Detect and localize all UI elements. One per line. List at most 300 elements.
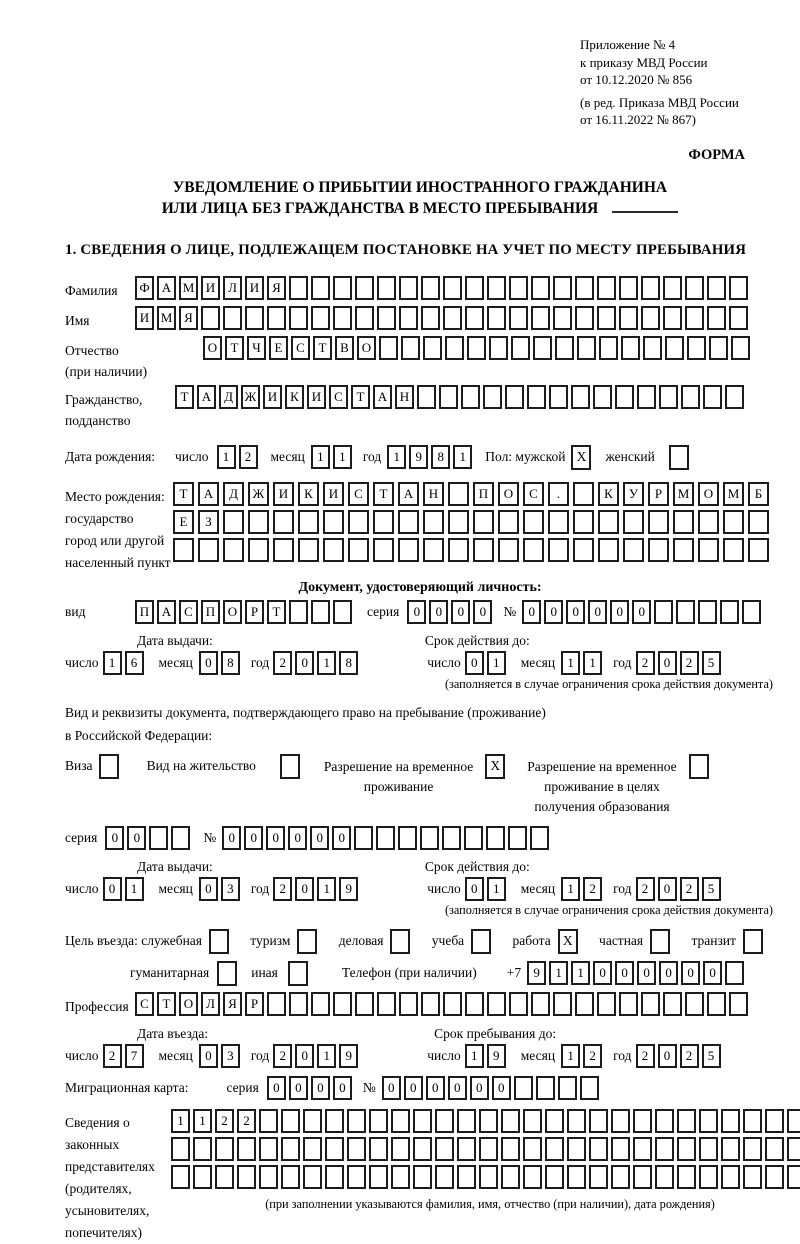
char-cell[interactable] xyxy=(398,538,419,562)
char-cell[interactable] xyxy=(423,510,444,534)
char-cell[interactable] xyxy=(448,538,469,562)
char-cell[interactable]: С xyxy=(329,385,348,409)
char-cell[interactable]: Р xyxy=(245,992,264,1016)
char-cell[interactable]: М xyxy=(723,482,744,506)
char-cell[interactable] xyxy=(303,1165,322,1189)
char-cell[interactable]: З xyxy=(198,510,219,534)
permit-expiry-month-input[interactable] xyxy=(561,877,605,901)
char-cell[interactable] xyxy=(725,961,744,985)
char-cell[interactable] xyxy=(589,1137,608,1161)
char-cell[interactable]: А xyxy=(373,385,392,409)
char-cell[interactable] xyxy=(765,1165,784,1189)
char-cell[interactable] xyxy=(511,336,530,360)
char-cell[interactable]: К xyxy=(298,482,319,506)
char-cell[interactable]: 0 xyxy=(244,826,263,850)
char-cell[interactable] xyxy=(748,538,769,562)
char-cell[interactable] xyxy=(765,1109,784,1133)
char-cell[interactable]: О xyxy=(357,336,376,360)
char-cell[interactable] xyxy=(681,385,700,409)
char-cell[interactable] xyxy=(655,1165,674,1189)
char-cell[interactable]: 0 xyxy=(266,826,285,850)
char-cell[interactable]: 8 xyxy=(431,445,450,469)
char-cell[interactable] xyxy=(553,992,572,1016)
char-cell[interactable] xyxy=(479,1165,498,1189)
char-cell[interactable] xyxy=(641,276,660,300)
char-cell[interactable] xyxy=(333,600,352,624)
permit-series-input[interactable] xyxy=(105,826,193,850)
char-cell[interactable] xyxy=(567,1109,586,1133)
char-cell[interactable]: 0 xyxy=(295,1044,314,1068)
char-cell[interactable] xyxy=(487,306,506,330)
char-cell[interactable]: Н xyxy=(423,482,444,506)
char-cell[interactable]: М xyxy=(179,276,198,300)
char-cell[interactable] xyxy=(289,306,308,330)
char-cell[interactable] xyxy=(369,1137,388,1161)
char-cell[interactable]: 0 xyxy=(199,651,218,675)
char-cell[interactable]: И xyxy=(263,385,282,409)
char-cell[interactable] xyxy=(787,1137,800,1161)
residence-permit-checkbox[interactable] xyxy=(280,754,300,779)
entry-year-input[interactable] xyxy=(273,1044,361,1068)
char-cell[interactable] xyxy=(267,306,286,330)
char-cell[interactable]: 0 xyxy=(492,1076,511,1100)
char-cell[interactable]: 1 xyxy=(171,1109,190,1133)
char-cell[interactable] xyxy=(548,510,569,534)
char-cell[interactable] xyxy=(743,1137,762,1161)
char-cell[interactable] xyxy=(237,1137,256,1161)
char-cell[interactable]: 2 xyxy=(583,1044,602,1068)
passport-expiry-year-input[interactable] xyxy=(636,651,724,675)
birthplace-line2-input[interactable] xyxy=(173,510,773,534)
char-cell[interactable] xyxy=(659,385,678,409)
char-cell[interactable] xyxy=(530,826,549,850)
char-cell[interactable] xyxy=(267,992,286,1016)
char-cell[interactable] xyxy=(723,538,744,562)
char-cell[interactable] xyxy=(615,385,634,409)
stay-year-input[interactable] xyxy=(636,1044,724,1068)
char-cell[interactable]: Ф xyxy=(135,276,154,300)
char-cell[interactable] xyxy=(461,385,480,409)
char-cell[interactable]: 1 xyxy=(561,1044,580,1068)
representatives-line2-input[interactable] xyxy=(171,1137,800,1161)
char-cell[interactable] xyxy=(248,538,269,562)
char-cell[interactable] xyxy=(259,1109,278,1133)
char-cell[interactable]: 9 xyxy=(527,961,546,985)
char-cell[interactable] xyxy=(720,600,739,624)
char-cell[interactable]: 1 xyxy=(549,961,568,985)
birth-year-input[interactable] xyxy=(387,445,475,469)
char-cell[interactable] xyxy=(348,538,369,562)
char-cell[interactable] xyxy=(611,1137,630,1161)
char-cell[interactable] xyxy=(548,538,569,562)
char-cell[interactable] xyxy=(723,510,744,534)
char-cell[interactable]: 0 xyxy=(681,961,700,985)
char-cell[interactable] xyxy=(448,482,469,506)
char-cell[interactable]: А xyxy=(157,600,176,624)
char-cell[interactable] xyxy=(413,1109,432,1133)
permit-expiry-year-input[interactable] xyxy=(636,877,724,901)
char-cell[interactable] xyxy=(509,992,528,1016)
char-cell[interactable] xyxy=(567,1165,586,1189)
char-cell[interactable]: 0 xyxy=(470,1076,489,1100)
char-cell[interactable] xyxy=(483,385,502,409)
char-cell[interactable] xyxy=(348,510,369,534)
char-cell[interactable] xyxy=(765,1137,784,1161)
char-cell[interactable] xyxy=(553,306,572,330)
char-cell[interactable] xyxy=(435,1165,454,1189)
char-cell[interactable]: 0 xyxy=(465,877,484,901)
char-cell[interactable] xyxy=(298,538,319,562)
char-cell[interactable] xyxy=(443,306,462,330)
char-cell[interactable]: 2 xyxy=(636,651,655,675)
char-cell[interactable]: 2 xyxy=(103,1044,122,1068)
representatives-line3-input[interactable] xyxy=(171,1165,800,1189)
char-cell[interactable] xyxy=(467,336,486,360)
char-cell[interactable]: 0 xyxy=(288,826,307,850)
char-cell[interactable] xyxy=(489,336,508,360)
char-cell[interactable] xyxy=(473,510,494,534)
char-cell[interactable] xyxy=(703,385,722,409)
char-cell[interactable] xyxy=(698,510,719,534)
char-cell[interactable] xyxy=(373,538,394,562)
char-cell[interactable]: 2 xyxy=(239,445,258,469)
char-cell[interactable]: 0 xyxy=(465,651,484,675)
char-cell[interactable] xyxy=(553,276,572,300)
char-cell[interactable] xyxy=(223,538,244,562)
char-cell[interactable]: 2 xyxy=(680,651,699,675)
char-cell[interactable] xyxy=(599,336,618,360)
char-cell[interactable] xyxy=(149,826,168,850)
char-cell[interactable] xyxy=(523,538,544,562)
char-cell[interactable] xyxy=(648,538,669,562)
char-cell[interactable] xyxy=(355,276,374,300)
char-cell[interactable] xyxy=(545,1137,564,1161)
char-cell[interactable] xyxy=(303,1109,322,1133)
permit-issue-year-input[interactable] xyxy=(273,877,361,901)
char-cell[interactable] xyxy=(523,510,544,534)
char-cell[interactable] xyxy=(549,385,568,409)
profession-input[interactable] xyxy=(135,992,751,1016)
char-cell[interactable]: 1 xyxy=(103,651,122,675)
char-cell[interactable]: Ч xyxy=(247,336,266,360)
char-cell[interactable] xyxy=(505,385,524,409)
char-cell[interactable] xyxy=(333,306,352,330)
char-cell[interactable]: 2 xyxy=(215,1109,234,1133)
permit-number-input[interactable] xyxy=(222,826,552,850)
char-cell[interactable] xyxy=(473,538,494,562)
char-cell[interactable]: Я xyxy=(179,306,198,330)
purpose-work-checkbox[interactable]: X xyxy=(558,929,578,954)
char-cell[interactable] xyxy=(399,306,418,330)
entry-day-input[interactable] xyxy=(103,1044,147,1068)
char-cell[interactable] xyxy=(536,1076,555,1100)
char-cell[interactable]: А xyxy=(197,385,216,409)
char-cell[interactable]: М xyxy=(673,482,694,506)
char-cell[interactable] xyxy=(173,538,194,562)
char-cell[interactable] xyxy=(699,1109,718,1133)
char-cell[interactable] xyxy=(355,992,374,1016)
char-cell[interactable]: 9 xyxy=(409,445,428,469)
char-cell[interactable] xyxy=(533,336,552,360)
char-cell[interactable] xyxy=(571,385,590,409)
char-cell[interactable]: Я xyxy=(267,276,286,300)
char-cell[interactable] xyxy=(443,276,462,300)
char-cell[interactable] xyxy=(567,1137,586,1161)
char-cell[interactable]: О xyxy=(179,992,198,1016)
char-cell[interactable]: . xyxy=(548,482,569,506)
char-cell[interactable] xyxy=(685,306,704,330)
char-cell[interactable] xyxy=(171,1137,190,1161)
char-cell[interactable]: 0 xyxy=(404,1076,423,1100)
char-cell[interactable]: У xyxy=(623,482,644,506)
char-cell[interactable]: 5 xyxy=(702,877,721,901)
char-cell[interactable]: Т xyxy=(351,385,370,409)
char-cell[interactable] xyxy=(289,992,308,1016)
char-cell[interactable] xyxy=(311,306,330,330)
char-cell[interactable] xyxy=(593,385,612,409)
char-cell[interactable] xyxy=(575,276,594,300)
char-cell[interactable]: 1 xyxy=(561,877,580,901)
char-cell[interactable] xyxy=(597,992,616,1016)
char-cell[interactable]: 2 xyxy=(273,1044,292,1068)
char-cell[interactable]: И xyxy=(323,482,344,506)
temp-residence-edu-checkbox[interactable] xyxy=(689,754,709,779)
char-cell[interactable] xyxy=(421,992,440,1016)
char-cell[interactable] xyxy=(523,1165,542,1189)
purpose-humanitarian-checkbox[interactable] xyxy=(217,961,237,986)
char-cell[interactable] xyxy=(498,510,519,534)
char-cell[interactable] xyxy=(391,1165,410,1189)
char-cell[interactable]: И xyxy=(273,482,294,506)
char-cell[interactable] xyxy=(245,306,264,330)
char-cell[interactable]: И xyxy=(135,306,154,330)
char-cell[interactable]: Н xyxy=(395,385,414,409)
char-cell[interactable] xyxy=(215,1137,234,1161)
char-cell[interactable] xyxy=(325,1137,344,1161)
permit-expiry-day-input[interactable] xyxy=(465,877,509,901)
char-cell[interactable] xyxy=(655,1137,674,1161)
char-cell[interactable]: 0 xyxy=(199,1044,218,1068)
char-cell[interactable]: 0 xyxy=(566,600,585,624)
char-cell[interactable]: Л xyxy=(201,992,220,1016)
char-cell[interactable] xyxy=(709,336,728,360)
char-cell[interactable] xyxy=(401,336,420,360)
char-cell[interactable] xyxy=(787,1165,800,1189)
char-cell[interactable]: Т xyxy=(173,482,194,506)
char-cell[interactable]: Т xyxy=(267,600,286,624)
char-cell[interactable]: М xyxy=(157,306,176,330)
char-cell[interactable]: 0 xyxy=(658,877,677,901)
char-cell[interactable] xyxy=(721,1109,740,1133)
char-cell[interactable] xyxy=(398,826,417,850)
citizenship-input[interactable] xyxy=(175,385,747,409)
char-cell[interactable]: 1 xyxy=(453,445,472,469)
migration-series-input[interactable] xyxy=(267,1076,355,1100)
char-cell[interactable] xyxy=(439,385,458,409)
char-cell[interactable]: 2 xyxy=(636,877,655,901)
char-cell[interactable]: С xyxy=(291,336,310,360)
char-cell[interactable] xyxy=(376,826,395,850)
char-cell[interactable] xyxy=(413,1137,432,1161)
char-cell[interactable] xyxy=(215,1165,234,1189)
char-cell[interactable] xyxy=(355,306,374,330)
char-cell[interactable] xyxy=(413,1165,432,1189)
char-cell[interactable] xyxy=(435,1137,454,1161)
char-cell[interactable]: С xyxy=(179,600,198,624)
char-cell[interactable] xyxy=(621,336,640,360)
char-cell[interactable] xyxy=(509,306,528,330)
surname-input[interactable] xyxy=(135,276,751,300)
char-cell[interactable]: 0 xyxy=(267,1076,286,1100)
char-cell[interactable] xyxy=(611,1165,630,1189)
char-cell[interactable]: 0 xyxy=(429,600,448,624)
char-cell[interactable]: 2 xyxy=(680,1044,699,1068)
given-name-input[interactable] xyxy=(135,306,751,330)
char-cell[interactable] xyxy=(743,1165,762,1189)
char-cell[interactable]: П xyxy=(473,482,494,506)
char-cell[interactable] xyxy=(223,306,242,330)
char-cell[interactable] xyxy=(555,336,574,360)
char-cell[interactable] xyxy=(725,385,744,409)
char-cell[interactable] xyxy=(398,510,419,534)
char-cell[interactable] xyxy=(748,510,769,534)
char-cell[interactable] xyxy=(648,510,669,534)
char-cell[interactable] xyxy=(698,600,717,624)
char-cell[interactable] xyxy=(731,336,750,360)
char-cell[interactable] xyxy=(545,1165,564,1189)
purpose-business-checkbox[interactable] xyxy=(390,929,410,954)
char-cell[interactable] xyxy=(577,336,596,360)
char-cell[interactable] xyxy=(417,385,436,409)
sex-female-checkbox[interactable] xyxy=(669,445,689,470)
char-cell[interactable]: 2 xyxy=(583,877,602,901)
char-cell[interactable] xyxy=(589,1109,608,1133)
char-cell[interactable]: Е xyxy=(173,510,194,534)
char-cell[interactable] xyxy=(597,306,616,330)
char-cell[interactable] xyxy=(707,306,726,330)
passport-expiry-day-input[interactable] xyxy=(465,651,509,675)
char-cell[interactable]: О xyxy=(203,336,222,360)
char-cell[interactable]: 0 xyxy=(199,877,218,901)
char-cell[interactable]: Я xyxy=(223,992,242,1016)
char-cell[interactable] xyxy=(420,826,439,850)
char-cell[interactable]: Ж xyxy=(248,482,269,506)
char-cell[interactable]: С xyxy=(523,482,544,506)
char-cell[interactable] xyxy=(787,1109,800,1133)
char-cell[interactable]: 0 xyxy=(588,600,607,624)
char-cell[interactable] xyxy=(698,538,719,562)
char-cell[interactable]: 0 xyxy=(222,826,241,850)
permit-issue-day-input[interactable] xyxy=(103,877,147,901)
char-cell[interactable]: 2 xyxy=(636,1044,655,1068)
representatives-line1-input[interactable] xyxy=(171,1109,800,1133)
char-cell[interactable]: Л xyxy=(223,276,242,300)
char-cell[interactable] xyxy=(223,510,244,534)
passport-issue-day-input[interactable] xyxy=(103,651,147,675)
char-cell[interactable]: 1 xyxy=(317,1044,336,1068)
char-cell[interactable] xyxy=(573,482,594,506)
char-cell[interactable]: 5 xyxy=(702,1044,721,1068)
char-cell[interactable] xyxy=(619,276,638,300)
char-cell[interactable] xyxy=(509,276,528,300)
char-cell[interactable] xyxy=(589,1165,608,1189)
char-cell[interactable] xyxy=(677,1137,696,1161)
char-cell[interactable]: 2 xyxy=(680,877,699,901)
char-cell[interactable] xyxy=(575,306,594,330)
char-cell[interactable] xyxy=(457,1137,476,1161)
char-cell[interactable] xyxy=(259,1137,278,1161)
char-cell[interactable]: 2 xyxy=(273,651,292,675)
char-cell[interactable]: 0 xyxy=(632,600,651,624)
char-cell[interactable] xyxy=(677,1165,696,1189)
char-cell[interactable] xyxy=(514,1076,533,1100)
char-cell[interactable] xyxy=(377,992,396,1016)
char-cell[interactable] xyxy=(531,992,550,1016)
char-cell[interactable] xyxy=(597,276,616,300)
char-cell[interactable]: Т xyxy=(225,336,244,360)
char-cell[interactable]: 0 xyxy=(473,600,492,624)
char-cell[interactable]: 0 xyxy=(310,826,329,850)
char-cell[interactable] xyxy=(323,510,344,534)
stay-month-input[interactable] xyxy=(561,1044,605,1068)
purpose-other-checkbox[interactable] xyxy=(288,961,308,986)
char-cell[interactable]: 0 xyxy=(593,961,612,985)
char-cell[interactable]: Т xyxy=(157,992,176,1016)
char-cell[interactable] xyxy=(354,826,373,850)
char-cell[interactable]: 0 xyxy=(522,600,541,624)
char-cell[interactable]: В xyxy=(335,336,354,360)
char-cell[interactable]: И xyxy=(307,385,326,409)
char-cell[interactable] xyxy=(171,1165,190,1189)
char-cell[interactable]: И xyxy=(201,276,220,300)
char-cell[interactable]: 3 xyxy=(221,1044,240,1068)
char-cell[interactable] xyxy=(289,276,308,300)
char-cell[interactable] xyxy=(457,1109,476,1133)
char-cell[interactable] xyxy=(193,1165,212,1189)
char-cell[interactable] xyxy=(465,276,484,300)
char-cell[interactable] xyxy=(445,336,464,360)
char-cell[interactable]: 1 xyxy=(217,445,236,469)
char-cell[interactable] xyxy=(545,1109,564,1133)
char-cell[interactable] xyxy=(729,276,748,300)
char-cell[interactable] xyxy=(369,1109,388,1133)
char-cell[interactable] xyxy=(421,276,440,300)
char-cell[interactable] xyxy=(699,1137,718,1161)
char-cell[interactable] xyxy=(721,1165,740,1189)
char-cell[interactable] xyxy=(643,336,662,360)
char-cell[interactable]: 3 xyxy=(221,877,240,901)
char-cell[interactable] xyxy=(685,276,704,300)
char-cell[interactable] xyxy=(743,1109,762,1133)
char-cell[interactable]: О xyxy=(698,482,719,506)
char-cell[interactable]: 1 xyxy=(561,651,580,675)
char-cell[interactable]: С xyxy=(348,482,369,506)
birthplace-line3-input[interactable] xyxy=(173,538,773,562)
char-cell[interactable]: А xyxy=(157,276,176,300)
purpose-transit-checkbox[interactable] xyxy=(743,929,763,954)
birth-day-input[interactable] xyxy=(217,445,261,469)
char-cell[interactable] xyxy=(676,600,695,624)
char-cell[interactable] xyxy=(399,992,418,1016)
char-cell[interactable] xyxy=(558,1076,577,1100)
char-cell[interactable]: 0 xyxy=(426,1076,445,1100)
char-cell[interactable]: 1 xyxy=(311,445,330,469)
char-cell[interactable] xyxy=(633,1137,652,1161)
char-cell[interactable] xyxy=(171,826,190,850)
char-cell[interactable] xyxy=(707,992,726,1016)
char-cell[interactable] xyxy=(611,1109,630,1133)
char-cell[interactable]: К xyxy=(598,482,619,506)
